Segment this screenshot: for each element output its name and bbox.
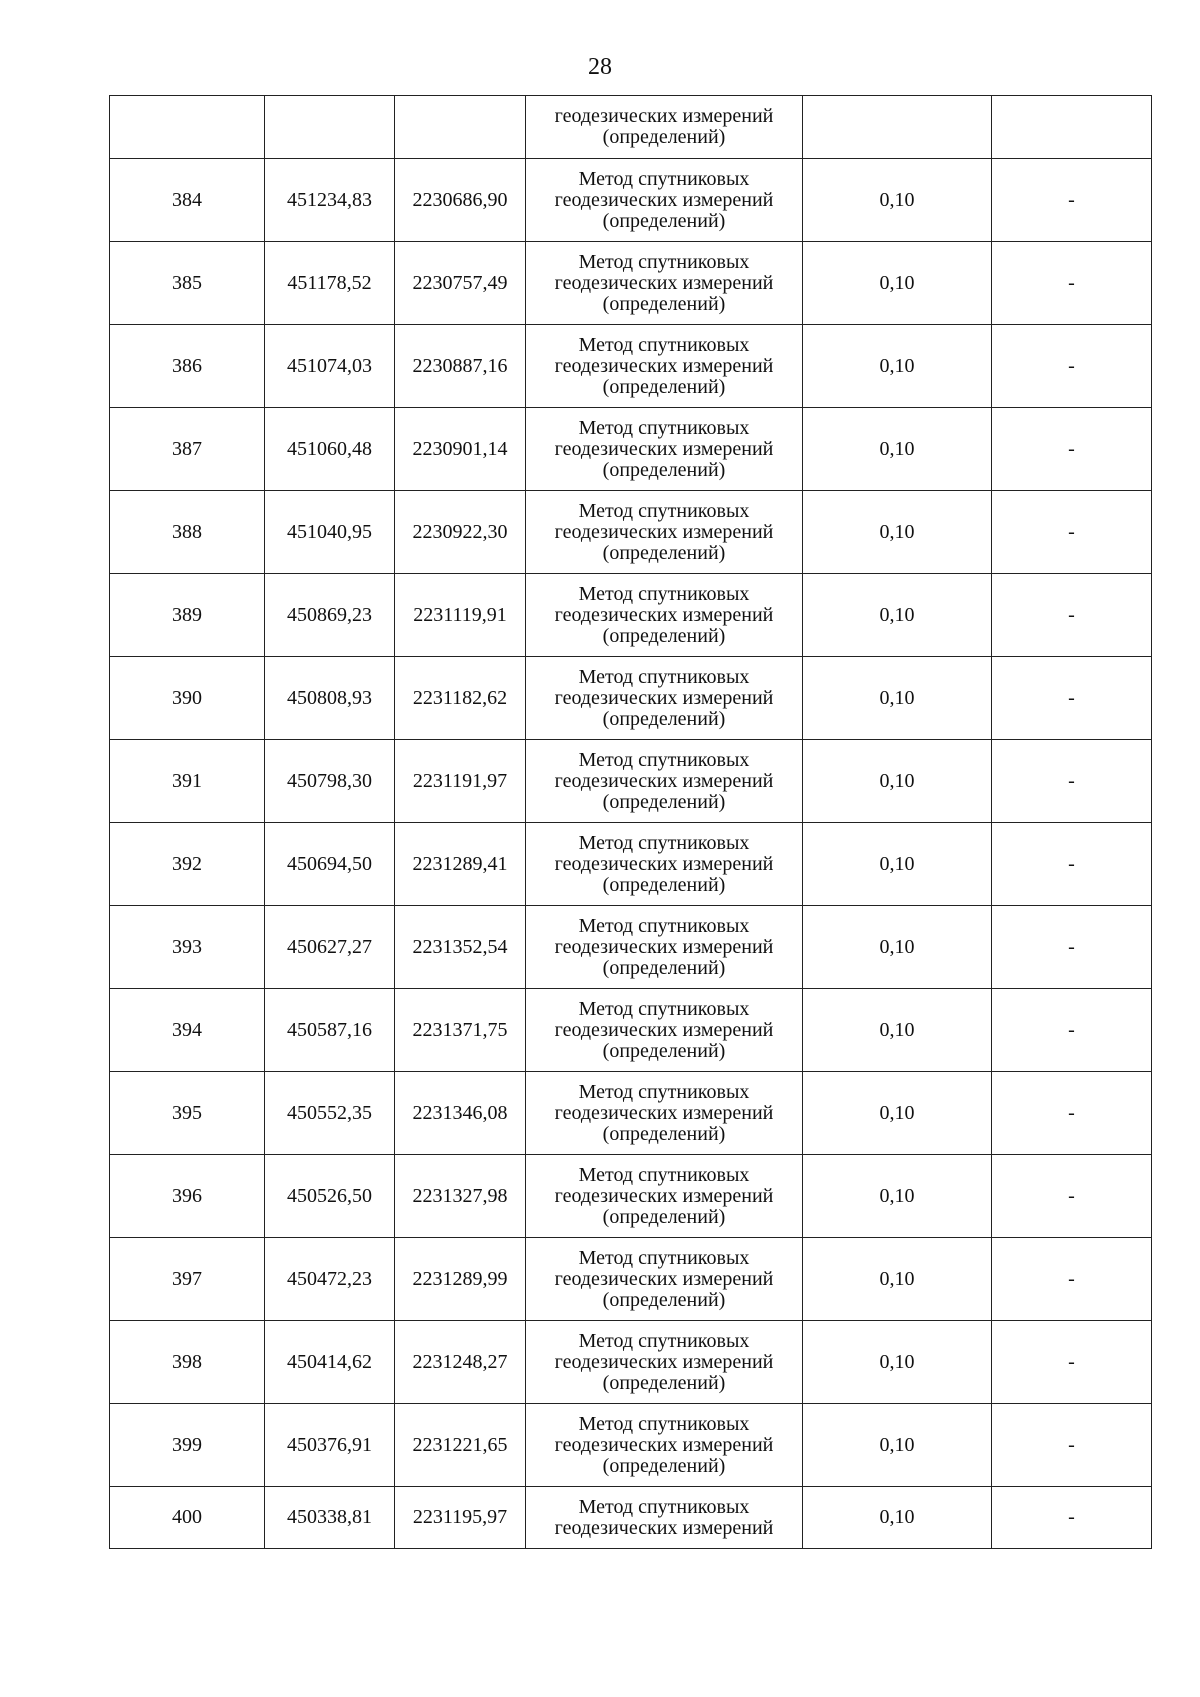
cell-note: - [992,491,1152,574]
table-row [110,325,1152,408]
method-line-1: Метод спутниковых [578,665,750,688]
cell-note: - [992,325,1152,408]
method-line-1: Метод спутниковых [578,416,750,439]
cell-accuracy: 0,10 [803,1238,992,1321]
table-row-continuation [110,96,1152,159]
method-line-3: (определений) [602,624,726,647]
cell-x: 451040,95 [265,491,395,574]
cell-note: - [992,242,1152,325]
cell-method [526,491,803,574]
cell-method [526,1487,803,1549]
method-line-3: (определений) [602,375,726,398]
method-line-3: (определений) [602,458,726,481]
method-line-2: геодезических измерений [554,271,774,294]
method-line-1: Метод спутниковых [578,748,750,771]
cell-point: 390 [110,657,265,740]
cell-point: 391 [110,740,265,823]
cell-point: 385 [110,242,265,325]
method-line-3: (определений) [602,1205,726,1228]
cell-method [526,325,803,408]
method-line-2: геодезических измерений [554,520,774,543]
table-row [110,1487,1152,1549]
cell-y: 2230922,30 [395,491,526,574]
cell-x: 450798,30 [265,740,395,823]
cell-y: 2231371,75 [395,989,526,1072]
method-line-1: Метод спутниковых [578,997,750,1020]
cell-method [526,1321,803,1404]
table-row [110,408,1152,491]
table-row [110,1404,1152,1487]
method-line-2: геодезических измерений [554,1433,774,1456]
method-line-1: Метод спутниковых [578,250,750,273]
cell-accuracy: 0,10 [803,491,992,574]
cell-accuracy: 0,10 [803,242,992,325]
cell-point: 393 [110,906,265,989]
method-line-3: (определений) [602,707,726,730]
method-line-2: геодезических измерений [554,769,774,792]
method-line-3: (определений) [602,873,726,896]
cell-x: 450694,50 [265,823,395,906]
method-line-3: (определений) [602,209,726,232]
cell-accuracy: 0,10 [803,325,992,408]
page-number: 28 [588,54,612,80]
cell-note: - [992,1072,1152,1155]
cell-method [526,1072,803,1155]
cell-method [526,823,803,906]
cell-y: 2230686,90 [395,159,526,242]
table-row [110,574,1152,657]
cell-note: - [992,574,1152,657]
method-line-1: Метод спутниковых [578,1246,750,1269]
cell-note: - [992,1404,1152,1487]
method-line-3: (определений) [602,1371,726,1394]
method-line-1: Метод спутниковых [578,1080,750,1103]
table-row [110,491,1152,574]
cell-point: 384 [110,159,265,242]
cell-x: 450376,91 [265,1404,395,1487]
method-line-1: Метод спутниковых [578,1495,750,1518]
cell-accuracy: 0,10 [803,1487,992,1549]
method-line-2: геодезических измерений [554,1350,774,1373]
cell-x: 450338,81 [265,1487,395,1549]
method-line-3: (определений) [602,1122,726,1145]
cell-point: 400 [110,1487,265,1549]
cell-y [395,96,526,159]
cell-note: - [992,1487,1152,1549]
method-line-3: (определений) [602,126,726,148]
method-line-1: Метод спутниковых [578,914,750,937]
cell-y: 2231289,99 [395,1238,526,1321]
cell-point: 388 [110,491,265,574]
table-row [110,1155,1152,1238]
method-line-1: Метод спутниковых [578,333,750,356]
method-line-2: геодезических измерений [554,188,774,211]
cell-accuracy: 0,10 [803,1072,992,1155]
method-line-3: (определений) [602,1454,726,1477]
cell-point: 392 [110,823,265,906]
table-row [110,1238,1152,1321]
method-line-1: Метод спутниковых [578,582,750,605]
method-line-1: Метод спутниковых [578,1163,750,1186]
table-body [110,96,1152,1549]
table-row [110,906,1152,989]
method-line-2: геодезических измерений [554,1267,774,1290]
method-line-2: геодезических измерений [554,1184,774,1207]
cell-method [526,159,803,242]
cell-y: 2231346,08 [395,1072,526,1155]
cell-x: 450587,16 [265,989,395,1072]
method-line-2: геодезических измерений [554,852,774,875]
cell-y: 2231289,41 [395,823,526,906]
cell-accuracy: 0,10 [803,408,992,491]
table-row [110,823,1152,906]
table-row [110,1072,1152,1155]
cell-point: 398 [110,1321,265,1404]
cell-y: 2230757,49 [395,242,526,325]
cell-point: 386 [110,325,265,408]
cell-point: 387 [110,408,265,491]
method-line-1: Метод спутниковых [578,167,750,190]
cell-x: 450627,27 [265,906,395,989]
method-line-2: геодезических измерений [554,354,774,377]
table-row [110,740,1152,823]
cell-x: 451074,03 [265,325,395,408]
cell-y: 2231182,62 [395,657,526,740]
method-line-1: Метод спутниковых [578,1412,750,1435]
cell-y: 2231119,91 [395,574,526,657]
cell-y: 2230901,14 [395,408,526,491]
cell-note: - [992,657,1152,740]
cell-method [526,408,803,491]
cell-method [526,1155,803,1238]
cell-x: 450526,50 [265,1155,395,1238]
cell-method [526,989,803,1072]
cell-accuracy: 0,10 [803,657,992,740]
table-row [110,657,1152,740]
cell-note [992,96,1152,159]
table-row [110,159,1152,242]
method-line-3: (определений) [602,1039,726,1062]
cell-method [526,657,803,740]
cell-point [110,96,265,159]
method-line-2: геодезических измерений [554,1101,774,1124]
method-line-2: геодезических измерений [554,437,774,460]
method-line-2: геодезических измерений [554,1516,774,1539]
method-line-2: геодезических измерений [554,603,774,626]
cell-note: - [992,408,1152,491]
method-line-3: (определений) [602,956,726,979]
method-line-3: (определений) [602,1288,726,1311]
cell-accuracy: 0,10 [803,159,992,242]
cell-note: - [992,1321,1152,1404]
cell-accuracy: 0,10 [803,823,992,906]
cell-y: 2231191,97 [395,740,526,823]
cell-y: 2230887,16 [395,325,526,408]
method-line-1: Метод спутниковых [578,499,750,522]
cell-note: - [992,1155,1152,1238]
cell-y: 2231352,54 [395,906,526,989]
cell-x: 451234,83 [265,159,395,242]
cell-accuracy: 0,10 [803,906,992,989]
cell-y: 2231248,27 [395,1321,526,1404]
table-row [110,1321,1152,1404]
method-line-2: геодезических измерений [554,105,774,127]
cell-method [526,906,803,989]
cell-accuracy: 0,10 [803,989,992,1072]
cell-x: 450552,35 [265,1072,395,1155]
cell-x: 450808,93 [265,657,395,740]
cell-method [526,574,803,657]
cell-note: - [992,906,1152,989]
table-row [110,242,1152,325]
cell-point: 395 [110,1072,265,1155]
cell-method [526,96,803,159]
cell-point: 389 [110,574,265,657]
table-row [110,989,1152,1072]
cell-note: - [992,823,1152,906]
cell-note: - [992,989,1152,1072]
cell-y: 2231327,98 [395,1155,526,1238]
method-line-2: геодезических измерений [554,686,774,709]
cell-x: 450472,23 [265,1238,395,1321]
cell-accuracy: 0,10 [803,740,992,823]
cell-x [265,96,395,159]
cell-note: - [992,1238,1152,1321]
method-line-3: (определений) [602,790,726,813]
cell-point: 399 [110,1404,265,1487]
method-line-2: геодезических измерений [554,1018,774,1041]
cell-accuracy [803,96,992,159]
cell-method [526,1238,803,1321]
method-line-1: Метод спутниковых [578,831,750,854]
cell-y: 2231195,97 [395,1487,526,1549]
cell-x: 451060,48 [265,408,395,491]
cell-note: - [992,740,1152,823]
cell-point: 394 [110,989,265,1072]
cell-x: 450869,23 [265,574,395,657]
cell-method [526,242,803,325]
cell-note: - [992,159,1152,242]
cell-y: 2231221,65 [395,1404,526,1487]
cell-accuracy: 0,10 [803,1155,992,1238]
method-line-1: Метод спутниковых [578,1329,750,1352]
cell-accuracy: 0,10 [803,1321,992,1404]
coordinates-table [109,95,1152,1549]
method-line-2: геодезических измерений [554,935,774,958]
cell-accuracy: 0,10 [803,1404,992,1487]
cell-method [526,740,803,823]
cell-x: 450414,62 [265,1321,395,1404]
method-line-3: (определений) [602,292,726,315]
cell-accuracy: 0,10 [803,574,992,657]
cell-x: 451178,52 [265,242,395,325]
method-line-3: (определений) [602,541,726,564]
cell-method [526,1404,803,1487]
cell-point: 397 [110,1238,265,1321]
cell-point: 396 [110,1155,265,1238]
